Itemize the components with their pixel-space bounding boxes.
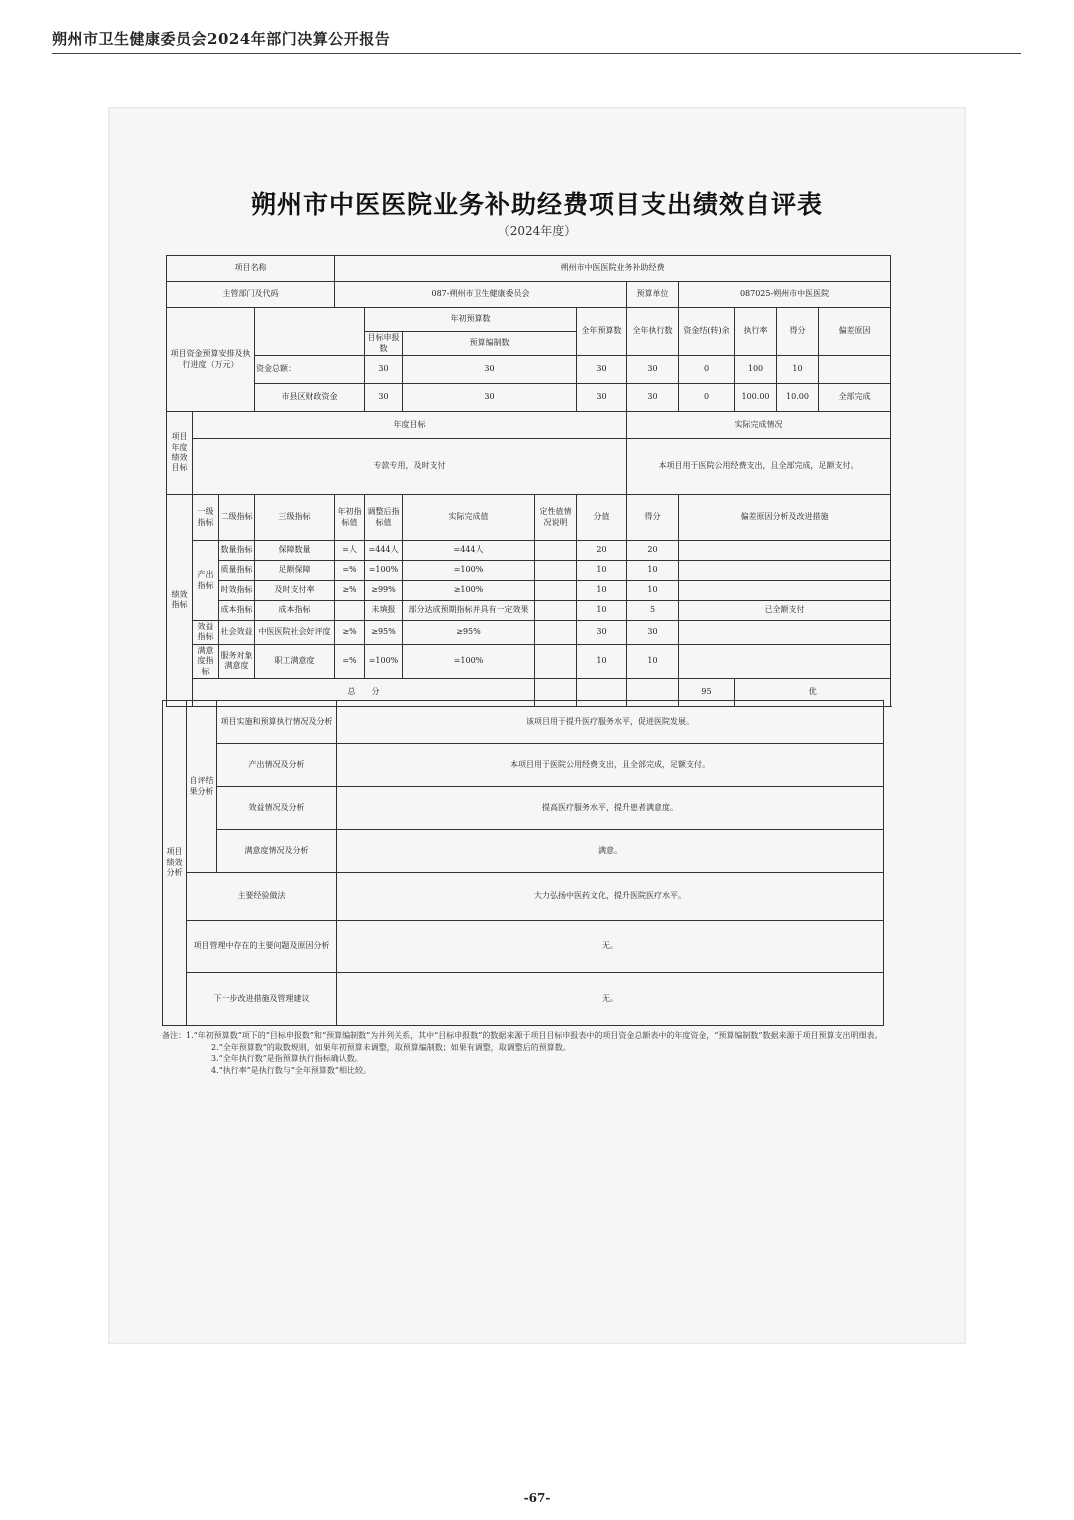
indicator-score: 30 — [627, 621, 679, 645]
indicator-initial: ≥% — [335, 621, 365, 645]
rate-header: 执行率 — [735, 308, 777, 356]
score-header: 得分 — [627, 495, 679, 541]
funds-cell: 30 — [577, 356, 627, 384]
balance-header: 资金结(转)余 — [679, 308, 735, 356]
indicator-l3: 中医医院社会好评度 — [255, 621, 335, 645]
indicator-score: 5 — [627, 601, 679, 621]
indicator-qual — [535, 644, 577, 678]
annual-target-header: 年度目标 — [193, 412, 627, 439]
initial-value-header: 年初指标值 — [335, 495, 365, 541]
budget-unit-value: 087025-朔州市中医医院 — [679, 282, 891, 308]
indicator-score: 10 — [627, 644, 679, 678]
indicator-qual — [535, 541, 577, 561]
funds-cell: 30 — [627, 356, 679, 384]
evaluation-form-upper — [166, 255, 890, 700]
funds-cell: 30 — [365, 384, 403, 412]
indicator-weight: 30 — [577, 621, 627, 645]
indicator-actual: ≥100% — [403, 581, 535, 601]
indicator-l2: 成本指标 — [219, 601, 255, 621]
analysis-row-value: 提高医疗服务水平，提升患者满意度。 — [337, 787, 884, 830]
indicator-weight: 10 — [577, 601, 627, 621]
indicator-adjusted: 未填报 — [365, 601, 403, 621]
indicator-l3: 保障数量 — [255, 541, 335, 561]
self-eval-label: 自评结果分析 — [187, 701, 217, 873]
project-name-label: 项目名称 — [167, 256, 335, 282]
indicator-reason — [679, 621, 891, 645]
analysis-row-label: 效益情况及分析 — [217, 787, 337, 830]
indicator-weight: 10 — [577, 561, 627, 581]
funds-blank-header — [255, 308, 365, 356]
score-header: 得分 — [777, 308, 819, 356]
annual-target-value: 专款专用，及时支付 — [193, 439, 627, 495]
satisfaction-indicator-label: 满意度指标 — [193, 644, 219, 678]
indicator-l2: 服务对象满意度 — [219, 644, 255, 678]
form-year: （2024年度） — [497, 224, 577, 238]
indicator-qual — [535, 621, 577, 645]
funds-cell: 30 — [627, 384, 679, 412]
dept-label: 主管部门及代码 — [167, 282, 335, 308]
total-score: 95 — [679, 678, 735, 706]
problems-label: 项目管理中存在的主要问题及原因分析 — [187, 921, 337, 973]
l2-header: 二级指标 — [219, 495, 255, 541]
indicator-score: 20 — [627, 541, 679, 561]
analysis-row-value: 该项目用于提升医疗服务水平，促进医院发展。 — [337, 701, 884, 744]
initial-budget-header: 年初预算数 — [365, 308, 577, 332]
funds-cell: 10.00 — [777, 384, 819, 412]
analysis-row-label: 项目实施和预算执行情况及分析 — [217, 701, 337, 744]
funds-cell: 全部完成 — [819, 384, 891, 412]
benefit-indicator-label: 效益指标 — [193, 621, 219, 645]
indicator-actual: =444人 — [403, 541, 535, 561]
indicator-l2: 时效指标 — [219, 581, 255, 601]
analysis-row-label: 满意度情况及分析 — [217, 830, 337, 873]
indicator-initial: ≥% — [335, 581, 365, 601]
funds-fiscal-label: 市县区财政资金 — [255, 384, 365, 412]
indicator-adjusted: ≥95% — [365, 621, 403, 645]
indicator-reason: 已全额支付 — [679, 601, 891, 621]
target-declared-header: 目标申报数 — [365, 332, 403, 356]
funds-cell: 100.00 — [735, 384, 777, 412]
note-line: 4.“执行率”是执行数与“全年预算数”相比较。 — [211, 1065, 371, 1075]
indicator-score: 10 — [627, 561, 679, 581]
funds-cell: 10 — [777, 356, 819, 384]
indicator-reason — [679, 561, 891, 581]
indicator-weight: 10 — [577, 581, 627, 601]
indicator-l3: 成本指标 — [255, 601, 335, 621]
indicator-l3: 职工满意度 — [255, 644, 335, 678]
problems-value: 无。 — [337, 921, 884, 973]
indicator-initial: =人 — [335, 541, 365, 561]
actual-completion-header: 实际完成情况 — [627, 412, 891, 439]
indicator-score: 10 — [627, 581, 679, 601]
indicator-reason — [679, 541, 891, 561]
budget-unit-label: 预算单位 — [627, 282, 679, 308]
actual-completion-value: 本项目用于医院公用经费支出，且全部完成，足额支付。 — [627, 439, 891, 495]
actual-value-header: 实际完成值 — [403, 495, 535, 541]
analysis-row-label: 产出情况及分析 — [217, 744, 337, 787]
indicators-section-label: 绩效指标 — [167, 495, 193, 707]
total-label: 总 分 — [193, 678, 535, 706]
indicator-qual — [535, 581, 577, 601]
funds-total-label: 资金总额： — [255, 356, 365, 384]
page-number: -67- — [523, 1491, 551, 1505]
next-steps-value: 无。 — [337, 973, 884, 1026]
indicator-actual: 部分达成预期指标并具有一定效果 — [403, 601, 535, 621]
funds-cell: 30 — [403, 356, 577, 384]
funds-cell: 100 — [735, 356, 777, 384]
funds-cell: 0 — [679, 384, 735, 412]
indicator-qual — [535, 601, 577, 621]
qualitative-header: 定性值情况说明 — [535, 495, 577, 541]
indicator-l2: 质量指标 — [219, 561, 255, 581]
indicator-l3: 足额保障 — [255, 561, 335, 581]
deviation-header: 偏差原因分析及改进措施 — [679, 495, 891, 541]
note-line: 2.“全年预算数”的取数规则，如果年初预算未调整，取预算编制数；如果有调整，取调整后的预算数。 — [211, 1042, 571, 1052]
full-exec-header: 全年执行数 — [627, 308, 679, 356]
note-line: 3.“全年执行数”是指预算执行指标确认数。 — [211, 1054, 363, 1064]
indicator-adjusted: =100% — [365, 644, 403, 678]
note-line: 备注：1.“年初预算数”项下的“目标申报数”和“预算编制数”为并列关系，其中“目标申报数”的数据来源于项目目标申报表中的项目资金总额表中的年度资金，“预算编制数”数据来源于项目预算支出明细表。 — [162, 1031, 883, 1040]
indicator-weight: 10 — [577, 644, 627, 678]
full-budget-header: 全年预算数 — [577, 308, 627, 356]
form-title: 朔州市中医医院业务补助经费项目支出绩效自评表 — [250, 190, 823, 219]
indicator-reason — [679, 644, 891, 678]
indicator-reason — [679, 581, 891, 601]
adjusted-value-header: 调整后指标值 — [365, 495, 403, 541]
indicator-initial: =% — [335, 644, 365, 678]
indicator-adjusted: =444人 — [365, 541, 403, 561]
project-name-value: 朔州市中医医院业务补助经费 — [335, 256, 891, 282]
experience-label: 主要经验做法 — [187, 873, 337, 921]
analysis-row-value: 满意。 — [337, 830, 884, 873]
goal-section-label: 项目年度绩效目标 — [167, 412, 193, 495]
notes — [162, 1030, 887, 1076]
indicator-qual — [535, 561, 577, 581]
indicator-actual: =100% — [403, 561, 535, 581]
funds-cell: 0 — [679, 356, 735, 384]
indicator-l2: 社会效益 — [219, 621, 255, 645]
indicator-initial — [335, 601, 365, 621]
funds-section-label: 项目资金预算安排及执行进度（万元） — [167, 308, 255, 412]
funds-cell — [819, 356, 891, 384]
total-grade: 优 — [735, 678, 891, 706]
dept-value: 087-朔州市卫生健康委员会 — [335, 282, 627, 308]
indicator-actual: =100% — [403, 644, 535, 678]
indicator-l3: 及时支付率 — [255, 581, 335, 601]
experience-value: 大力弘扬中医药文化，提升医院医疗水平。 — [337, 873, 884, 921]
funds-cell: 30 — [365, 356, 403, 384]
weight-header: 分值 — [577, 495, 627, 541]
indicator-initial: =% — [335, 561, 365, 581]
analysis-section-label: 项目绩效分析 — [163, 701, 187, 1026]
funds-cell: 30 — [403, 384, 577, 412]
funds-cell: 30 — [577, 384, 627, 412]
header-divider — [52, 53, 1021, 54]
indicator-actual: ≥95% — [403, 621, 535, 645]
l3-header: 三级指标 — [255, 495, 335, 541]
indicator-weight: 20 — [577, 541, 627, 561]
analysis-row-value: 本项目用于医院公用经费支出，且全部完成，足额支付。 — [337, 744, 884, 787]
output-indicator-label: 产出指标 — [193, 541, 219, 621]
evaluation-form-lower — [162, 700, 883, 1025]
indicator-l2: 数量指标 — [219, 541, 255, 561]
indicator-adjusted: ≥99% — [365, 581, 403, 601]
reason-header: 偏差原因 — [819, 308, 891, 356]
l1-header: 一级指标 — [193, 495, 219, 541]
indicator-adjusted: =100% — [365, 561, 403, 581]
budget-compiled-header: 预算编制数 — [403, 332, 577, 356]
report-header: 朔州市卫生健康委员会2024年部门决算公开报告 — [52, 30, 391, 48]
next-steps-label: 下一步改进措施及管理建议 — [187, 973, 337, 1026]
